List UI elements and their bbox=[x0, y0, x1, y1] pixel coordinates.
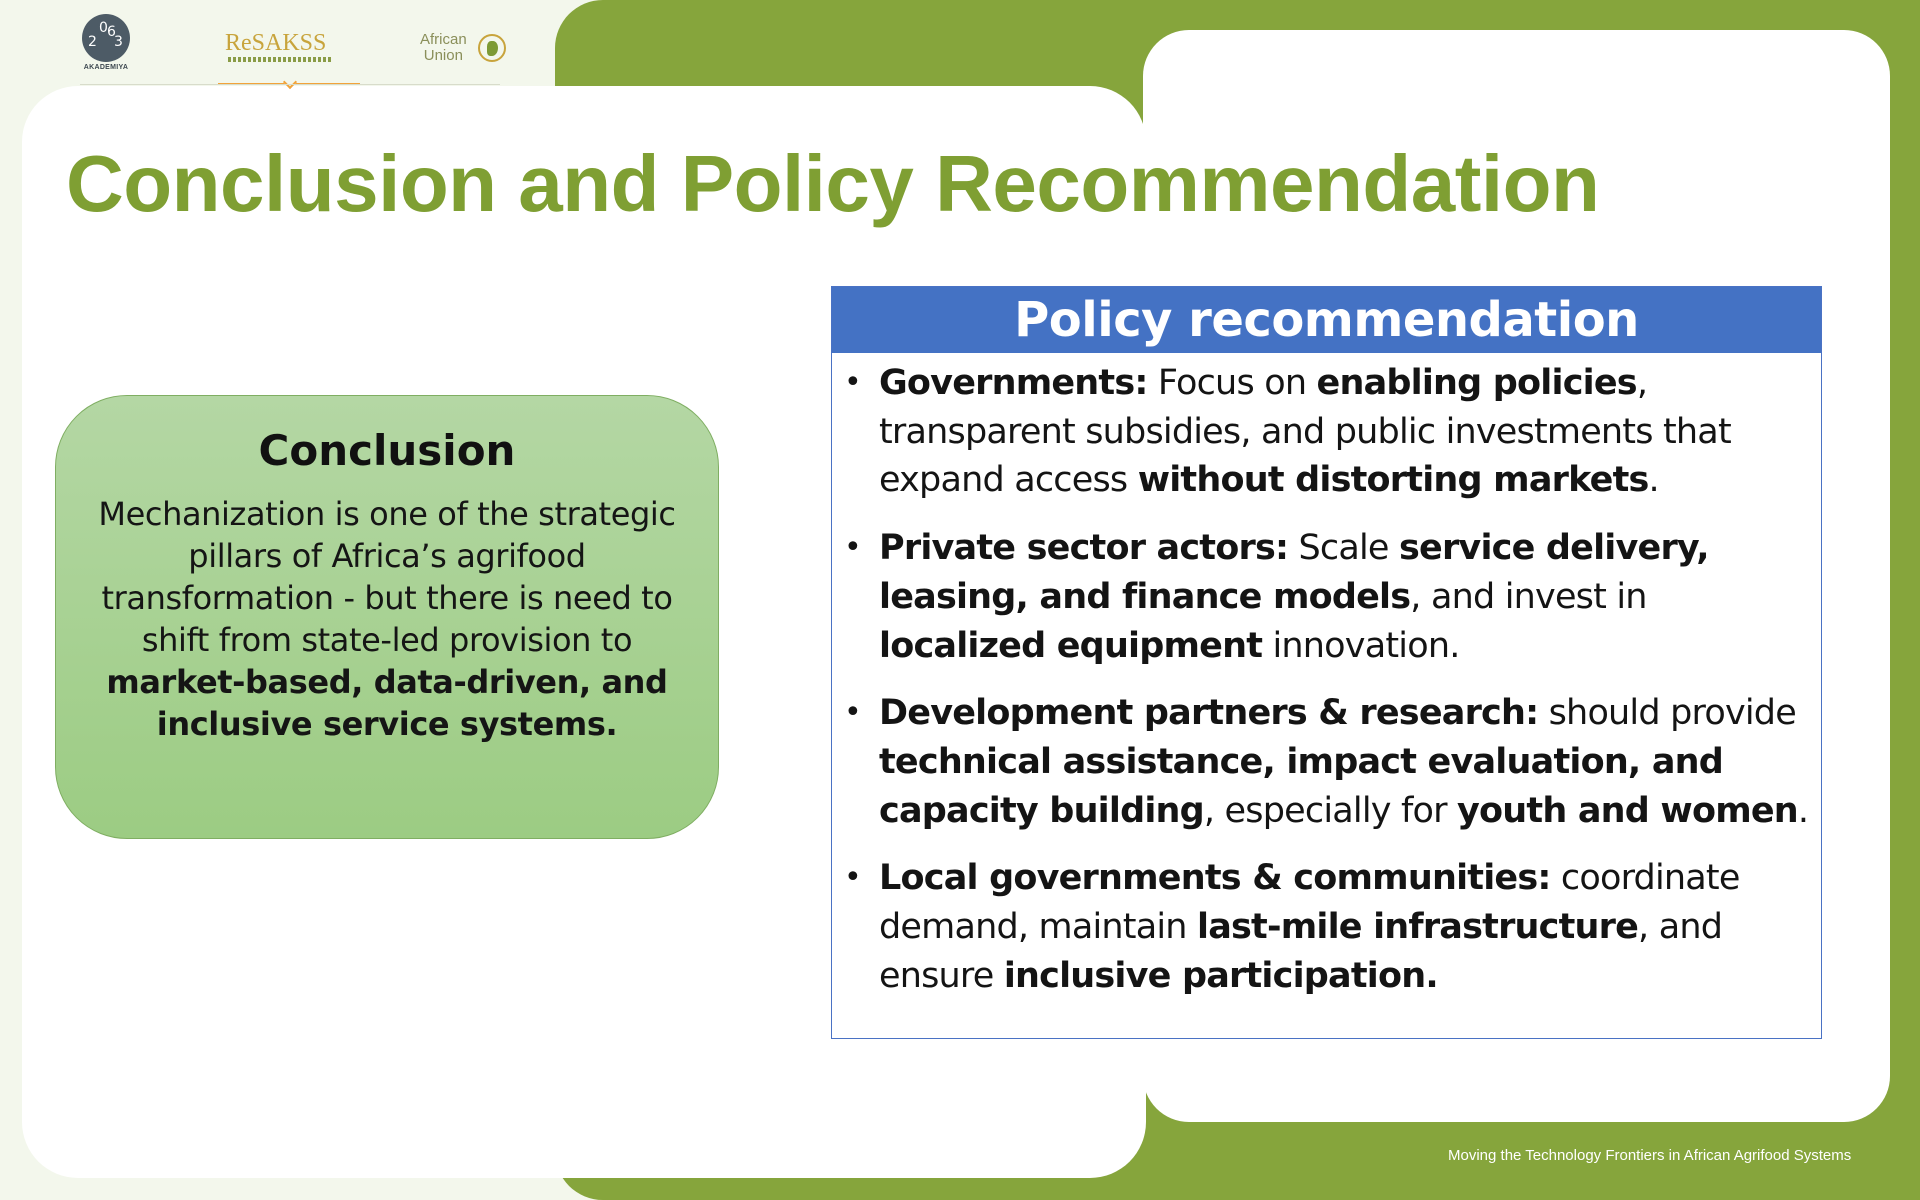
bullet-icon: • bbox=[844, 530, 861, 566]
resakss-logo bbox=[218, 28, 338, 88]
africa-map-icon bbox=[487, 41, 498, 56]
policy-item-bold-text: technical assistance, impact evaluation, and capacity building bbox=[879, 741, 1724, 831]
bullet-icon: • bbox=[844, 365, 861, 400]
slide-title: Conclusion and Policy Recommendation bbox=[66, 139, 1600, 228]
policy-item-bold-text: service delivery, leasing, and finance models bbox=[879, 528, 1709, 617]
akademiya-wordmark: AKADEMIYA bbox=[83, 64, 129, 71]
policy-item-text: innovation. bbox=[1262, 625, 1460, 666]
conclusion-text-plain: Mechanization is one of the strategic pillars of Africa’s agrifood transformation - but there is need to shift from state-led provision to bbox=[98, 495, 676, 659]
policy-item bbox=[832, 689, 1821, 835]
logo-divider bbox=[80, 84, 500, 85]
akademiya-digit: 2 bbox=[88, 34, 97, 50]
policy-list bbox=[832, 353, 1821, 1000]
policy-item-bold-text: Development partners & research: bbox=[879, 693, 1539, 734]
bullet-icon: • bbox=[844, 695, 861, 731]
policy-item-bold-text: Private sector actors: bbox=[879, 528, 1289, 569]
policy-item-text: , especially for bbox=[1203, 790, 1458, 831]
policy-item-text: , and ensure bbox=[879, 907, 1723, 996]
bullet-icon: • bbox=[844, 860, 861, 896]
policy-item-text: , transparent subsidies, and public investments that expand access bbox=[879, 363, 1731, 501]
policy-item-text: Scale bbox=[1288, 528, 1399, 569]
policy-header: Policy recommendation bbox=[832, 287, 1821, 353]
conclusion-text bbox=[84, 493, 690, 745]
policy-recommendation-box bbox=[831, 286, 1822, 1039]
african-union-wordmark bbox=[420, 32, 467, 64]
african-union-line1: African bbox=[420, 31, 467, 48]
policy-item-bold-text: inclusive participation. bbox=[1003, 955, 1438, 996]
resakss-notch-icon bbox=[283, 75, 297, 89]
resakss-wordmark: ReSAKSS bbox=[225, 30, 327, 56]
resakss-tagline-decoration bbox=[228, 57, 332, 62]
conclusion-card bbox=[55, 395, 719, 839]
african-union-logo bbox=[420, 32, 510, 68]
policy-item-bold-text: youth and women bbox=[1457, 790, 1798, 831]
policy-item-bold-text: enabling policies bbox=[1316, 363, 1637, 403]
akademiya-logo bbox=[80, 14, 132, 72]
policy-item bbox=[832, 524, 1821, 670]
policy-item bbox=[832, 854, 1821, 1000]
policy-item-text: should provide bbox=[1538, 693, 1796, 734]
policy-item-bold-text: last-mile infrastructure bbox=[1197, 907, 1639, 948]
policy-item bbox=[832, 359, 1821, 505]
policy-item-bold-text: Local governments & communities: bbox=[879, 858, 1551, 899]
policy-item-text: Focus on bbox=[1147, 363, 1317, 403]
policy-item-bold-text: localized equipment bbox=[879, 625, 1263, 666]
conclusion-heading: Conclusion bbox=[258, 426, 516, 475]
conclusion-text-bold: market-based, data-driven, and inclusive service systems. bbox=[106, 663, 668, 743]
policy-item-text: coordinate demand, maintain bbox=[879, 858, 1740, 948]
policy-item-text: , and invest in bbox=[1410, 576, 1647, 617]
akademiya-emblem-icon bbox=[82, 14, 130, 62]
policy-item-text: . bbox=[1648, 460, 1659, 501]
african-union-line2: Union bbox=[423, 47, 463, 64]
africa-emblem-icon bbox=[478, 34, 506, 62]
logo-strip bbox=[0, 0, 555, 86]
footer-tagline: Moving the Technology Frontiers in African Agrifood Systems bbox=[1448, 1147, 1852, 1164]
akademiya-digit: 3 bbox=[114, 34, 123, 50]
policy-item-bold-text: without distorting markets bbox=[1137, 460, 1649, 501]
akademiya-digit: 0 bbox=[99, 20, 108, 36]
akademiya-digit: 6 bbox=[107, 24, 116, 40]
policy-item-text: . bbox=[1797, 790, 1809, 831]
policy-item-bold-text: Governments: bbox=[879, 363, 1148, 403]
